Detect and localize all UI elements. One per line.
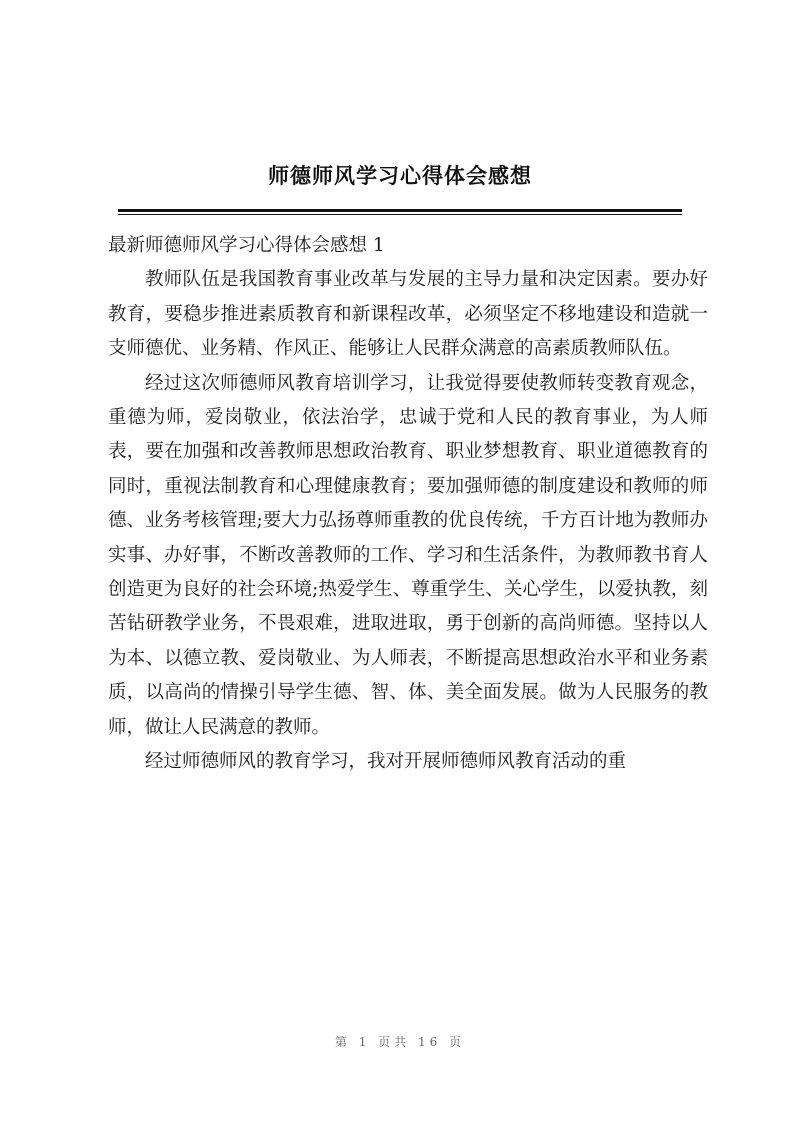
title-divider-thick	[118, 209, 682, 212]
section-heading: 最新师德师风学习心得体会感想 1	[108, 235, 385, 256]
paragraph-2: 经过这次师德师风教育培训学习，让我觉得要使教师转变教育观念，重德为师，爱岗敬业，依法治学，忠诚于党和人民的教育事业，为人师表，要在加强和改善教师思想政治教育、职业梦想教育、职业道德教育的同时，重视法制教育和心理健康教育；要加强师德的制度建设和教师的师德、业务考核管理;要大力弘扬尊师重教的优良传统，千方百计地为教师办实事、办好事，不断改善教师的工作、学习和生活条件，为教师教书育人创造更为良好的社会环境;热爱学生、尊重学生、关心学生，以爱执教，刻苦钻研教学业务，不畏艰难，进取进取，勇于创新的高尚师德。坚持以人为本、以德立教、爱岗敬业、为人师表，不断提高思想政治水平和业务素质，以高尚的情操引导学生德、智、体、美全面发展。做为人民服务的教师，做让人民满意的教师。	[108, 372, 708, 738]
paragraph-1: 教师队伍是我国教育事业改革与发展的主导力量和决定因素。要办好教育，要稳步推进素质教育和新课程改革，必须坚定不移地建设和造就一支师德优、业务精、作风正、能够让人民群众满意的高素质教师队伍。	[108, 269, 708, 360]
document-body	[108, 229, 708, 780]
document-title: 师德师风学习心得体会感想	[268, 164, 532, 188]
title-divider-thin	[118, 214, 682, 215]
page-number-footer: 第 1 页共 16 页	[334, 1035, 466, 1049]
paragraph-3: 经过师德师风的教育学习，我对开展师德师风教育活动的重	[145, 751, 627, 773]
